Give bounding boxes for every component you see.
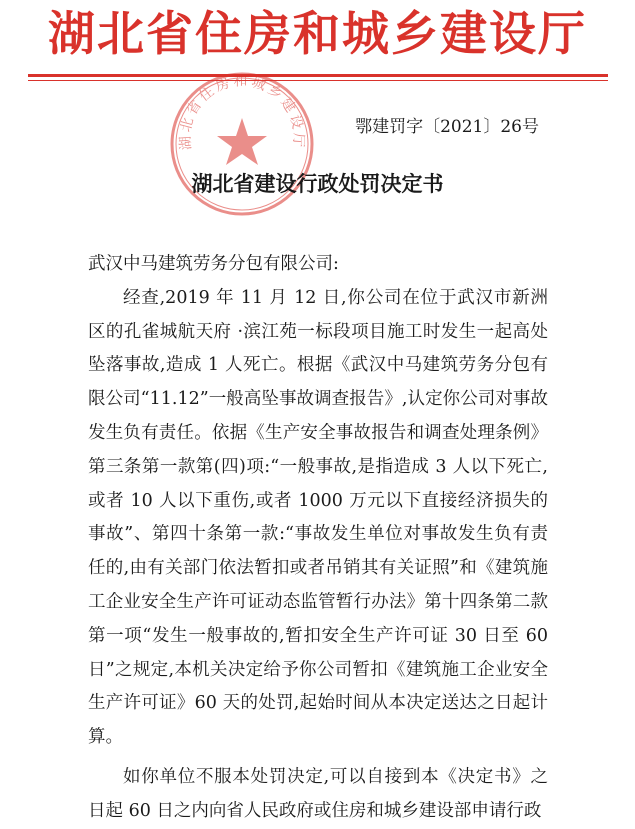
document-number: 鄂建罚字〔2021〕26号 [355, 117, 539, 137]
addressee: 武汉中马建筑劳务分包有限公司: [88, 254, 339, 274]
seal-star-icon [217, 118, 267, 165]
document-body [88, 248, 548, 829]
letterhead-rule-thin [28, 80, 608, 81]
body-paragraph: 如你单位不服本处罚决定,可以自接到本《决定书》之日起 60 日之内向省人民政府或住房和城乡建设部申请行政 [88, 766, 548, 821]
letterhead-rule-thick [28, 74, 608, 77]
document-title: 湖北省建设行政处罚决定书 [191, 172, 444, 196]
body-paragraph: 经查,2019 年 11 月 12 日,你公司在位于武汉市新洲区的孔雀城航天府 ·滨江苑一标段项目施工时发生一起高处坠落事故,造成 1 人死亡。根据《武汉中马建筑劳务分包有限公司“11.12”一般高坠事故调查报告》,认定你公司对事故发生负有责任。依据《生产安全事故报告和调查处理条例》第三条第一款第(四)项:“一般事故,是指造成 3 人以下死亡,或者 10 人以下重伤,或者 1000 万元以下直接经济损失的事故”、第四十条第一款:“事故发生单位对事故发生负有责任的,由有关部门依法暂扣或者吊销其有关证照”和《建筑施工企业安全生产许可证动态监管暂行办法》第十四条第二款第一项“发生一般事故的,暂扣安全生产许可证 30 日至 60 日”之规定,本机关决定给予你公司暂扣《建筑施工企业安全生产许可证》60 天的处罚,起始时间从本决定送达之日起计算。 [88, 287, 548, 748]
letterhead-title: 湖北省住房和城乡建设厅 [48, 7, 587, 62]
seal-ring-text: 湖北省住房和城乡建设厅 [177, 73, 307, 151]
